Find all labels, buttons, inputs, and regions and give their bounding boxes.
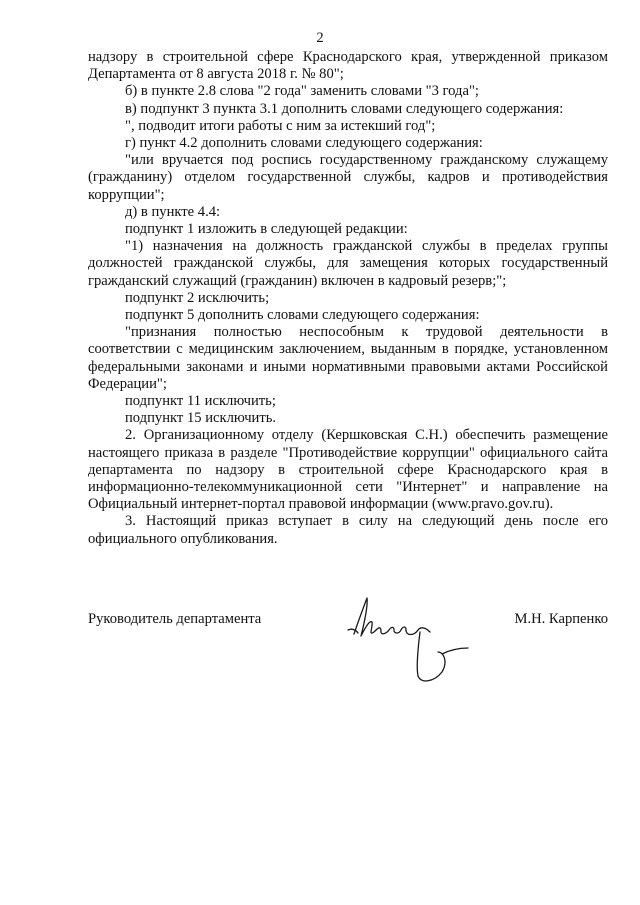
paragraph-continuation: надзору в строительной сфере Краснодарского края, утвержденной приказом Департамента от 8 августа 2018 г. № 80"; <box>88 49 608 83</box>
paragraph-quote-g: "или вручается под роспись государственному гражданскому служащему (гражданину) отделом государственной службы, кадров и противодействия коррупции"; <box>88 152 608 203</box>
paragraph-subitem-1: подпункт 1 изложить в следующей редакции: <box>125 221 408 238</box>
signatory-name: М.Н. Карпенко <box>514 611 608 627</box>
paragraph-clause-2: 2. Организационному отделу (Кершковская С.Н.) обеспечить размещение настоящего приказа в разделе "Противодействие коррупции" официального сайта департамента по надзору в строительной сфере Краснодарского края в информационно-телекоммуникационной сети "Интернет" и направление на Официальный интернет-портал правовой информации (www.pravo.gov.ru). <box>88 427 608 513</box>
handwritten-signature <box>344 592 474 687</box>
paragraph-item-v: в) подпункт 3 пункта 3.1 дополнить словами следующего содержания: <box>125 100 564 117</box>
paragraph-item-d: д) в пункте 4.4: <box>125 203 221 220</box>
paragraph-item-b: б) в пункте 2.8 слова "2 года" заменить словами "3 года"; <box>125 83 479 100</box>
paragraph-quote-5: "признания полностью неспособным к трудовой деятельности в соответствии с медицинским заключением, выданным в порядке, установленном федеральными законами и иными нормативными правовыми актами Российской Федерации"; <box>88 324 608 392</box>
paragraph-subitem-15: подпункт 15 исключить. <box>125 410 277 427</box>
paragraph-clause-3: 3. Настоящий приказ вступает в силу на следующий день после его официального опубликования. <box>88 513 608 547</box>
page-number: 2 <box>316 30 324 46</box>
document-body <box>88 49 608 548</box>
paragraph-subitem-5: подпункт 5 дополнить словами следующего содержания: <box>125 307 480 324</box>
signatory-title: Руководитель департамента <box>88 611 262 627</box>
paragraph-subitem-11: подпункт 11 исключить; <box>125 393 276 410</box>
paragraph-subitem-2: подпункт 2 исключить; <box>125 289 270 306</box>
paragraph-item-g: г) пункт 4.2 дополнить словами следующего содержания: <box>125 135 483 152</box>
paragraph-quote-1: "1) назначения на должность гражданской службы в пределах группы должностей гражданской службы, для замещения которых государственный гражданский служащий (гражданин) включен в кадровый резерв;"; <box>88 238 608 289</box>
paragraph-quote-v: ", подводит итоги работы с ним за истекший год"; <box>125 117 436 134</box>
